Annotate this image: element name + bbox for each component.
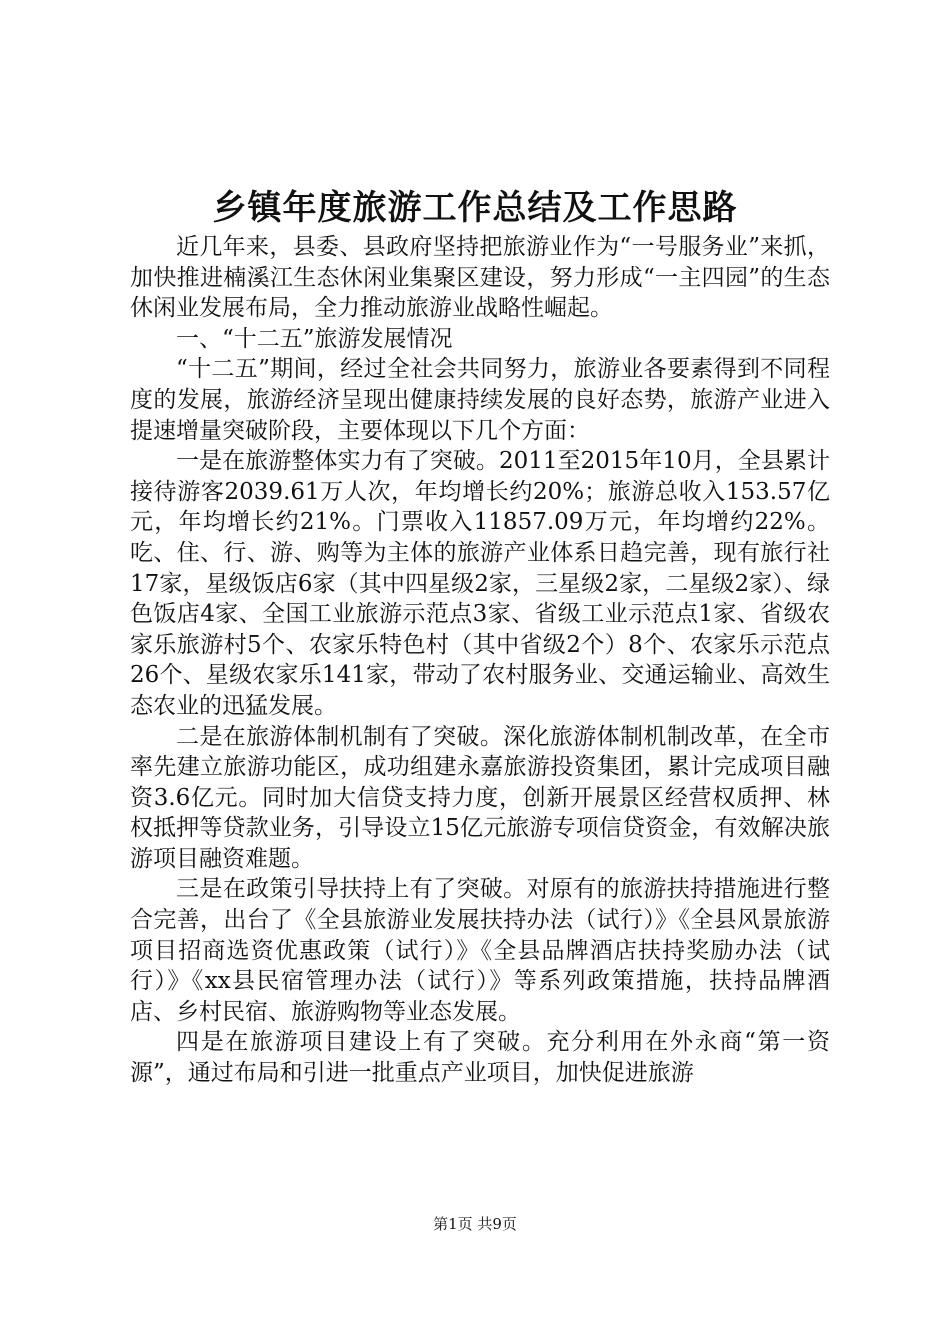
document-title: 乡镇年度旅游工作总结及工作思路	[212, 188, 738, 228]
paragraph-overview: “十二五”期间，经过全社会共同努力，旅游业各要素得到不同程度的发展，旅游经济呈现出健康持续发展的良好态势，旅游产业进入提速增量突破阶段，主要体现以下几个方面：	[130, 356, 830, 444]
section-heading: 一、“十二五”旅游发展情况	[176, 325, 453, 352]
paragraph-point-3: 三是在政策引导扶持上有了突破。对原有的旅游扶持措施进行整合完善，出台了《全县旅游业发展扶持办法（试行）》《全县风景旅游项目招商选资优惠政策（试行）》《全县品牌酒店扶持奖励办法（试行）》《xx县民宿管理办法（试行）》等系列政策措施，扶持品牌酒店、乡村民宿、旅游购物等业态发展。	[130, 876, 830, 1025]
paragraph-point-1: 一是在旅游整体实力有了突破。2011至2015年10月，全县累计接待游客2039.61万人次，年均增长约20%；旅游总收入153.57亿元，年均增长约21%。门票收入11857.09万元，年均增约22%。吃、住、行、游、购等为主体的旅游产业体系日趋完善，现有旅行社17家，星级饭店6家（其中四星级2家，三星级2家，二星级2家）、绿色饭店4家、全国工业旅游示范点3家、省级工业示范点1家、省级农家乐旅游村5个、农家乐特色村（其中省级2个）8个、农家乐示范点26个、星级农家乐141家，带动了农村服务业、交通运输业、高效生态农业的迅猛发展。	[130, 448, 830, 719]
paragraph-intro: 近几年来，县委、县政府坚持把旅游业作为“一号服务业”来抓，加快推进楠溪江生态休闲业集聚区建设，努力形成“一主四园”的生态休闲业发展布局，全力推动旅游业战略性崛起。	[130, 234, 830, 322]
paragraph-point-2: 二是在旅游体制机制有了突破。深化旅游体制机制改革，在全市率先建立旅游功能区，成功组建永嘉旅游投资集团，累计完成项目融资3.6亿元。同时加大信贷支持力度，创新开展景区经营权质押、林权抵押等贷款业务，引导设立15亿元旅游专项信贷资金，有效解决旅游项目融资难题。	[130, 723, 830, 872]
page-footer: 第1页 共9页	[433, 1215, 517, 1233]
document-body	[130, 232, 830, 1089]
paragraph-point-4: 四是在旅游项目建设上有了突破。充分利用在外永商“第一资源”，通过布局和引进一批重点产业项目，加快促进旅游	[130, 1029, 830, 1087]
